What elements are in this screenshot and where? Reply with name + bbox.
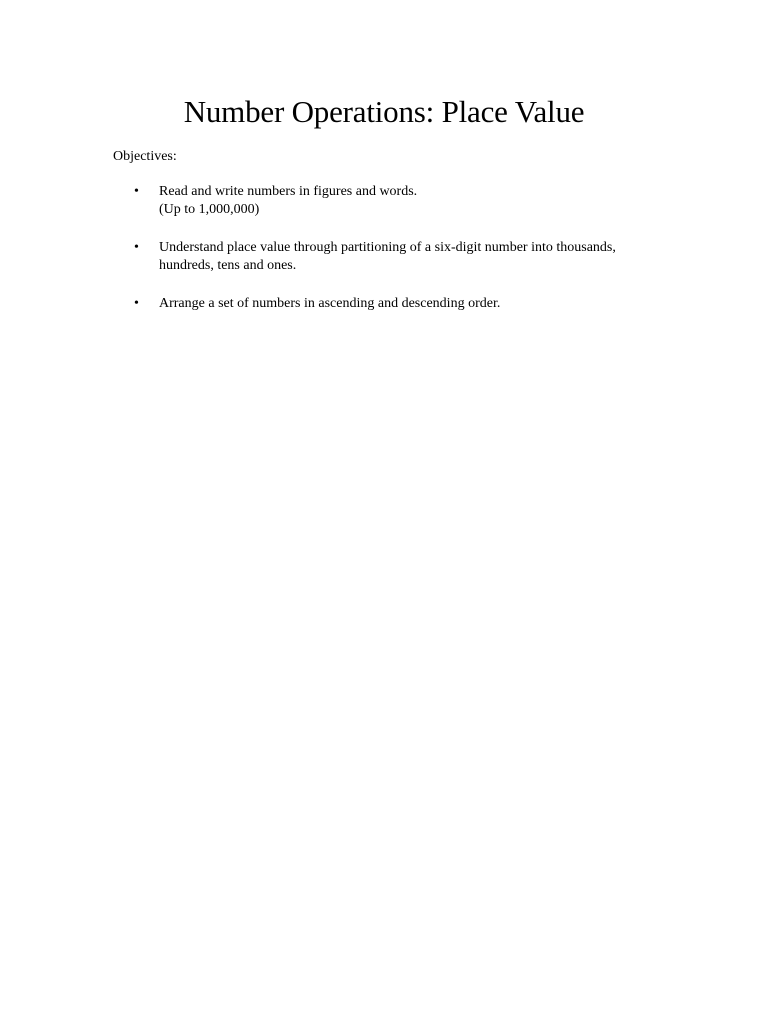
objective-line: hundreds, tens and ones. [159,258,297,273]
bullet-icon: • [134,184,139,199]
bullet-icon: • [134,296,139,311]
objectives-label: Objectives: [113,149,177,164]
objective-item [113,239,673,275]
objective-line: (Up to 1,000,000) [159,202,260,217]
bullet-icon: • [134,240,139,255]
objectives-list [113,183,673,333]
page-title: Number Operations: Place Value [183,94,585,129]
objective-line: Understand place value through partitioning of a six-digit number into thousands, [159,240,616,255]
objective-item [113,183,673,219]
objective-line: Arrange a set of numbers in ascending and descending order. [159,296,501,311]
objective-item [113,295,673,313]
objective-line: Read and write numbers in figures and words. [159,184,418,199]
